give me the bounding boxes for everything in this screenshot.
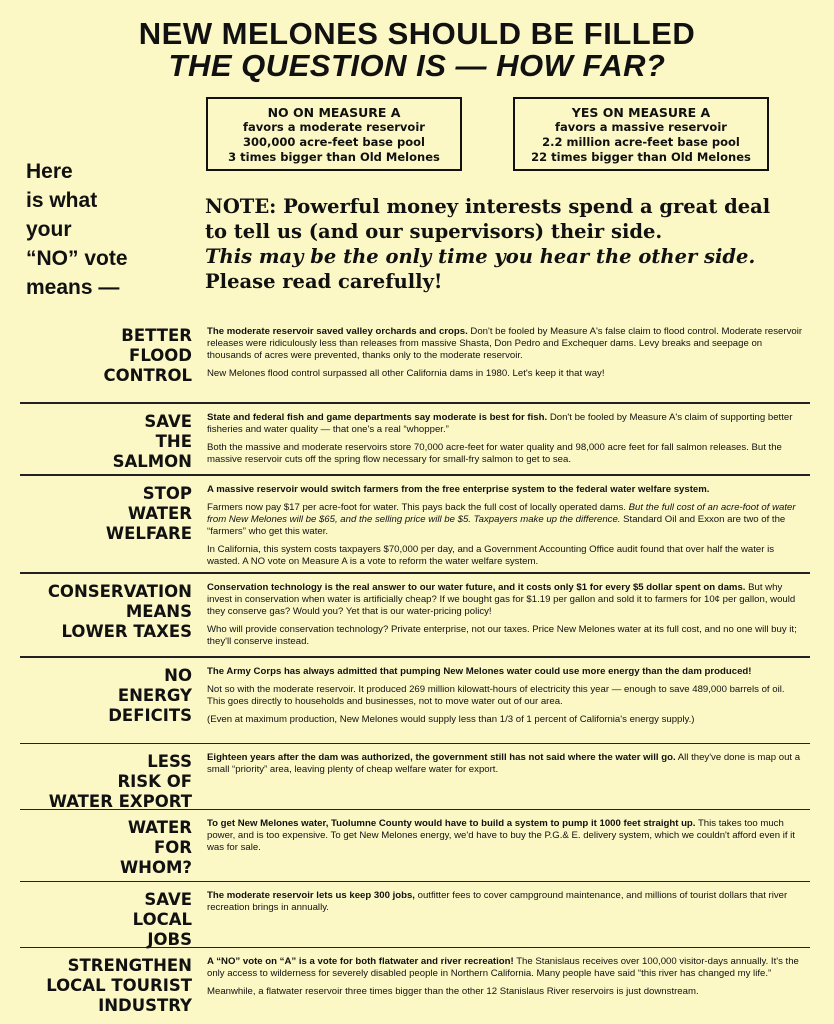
section-body (207, 326, 805, 386)
heading-line: MEANS (125, 602, 192, 621)
heading-line: FOR (153, 838, 192, 857)
section-body (207, 582, 805, 654)
heading-line: WELFARE (105, 524, 192, 543)
section-text: This takes too much power, and is too expensive. To get New Melones energy, we'd have to buy the P.G.& E. delivery system, which we couldn't afford even if it was for sale. (207, 818, 795, 853)
note-line: NOTE: Powerful money interests spend a great deal (205, 195, 771, 218)
section-text: New Melones flood control surpassed all other California dams in 1980. Let's keep it that way! (207, 368, 605, 379)
note-line-italic: This may be the only time you hear the other side. (205, 245, 756, 268)
section-heading (20, 752, 192, 812)
section-body (207, 818, 805, 860)
section-text: Who will provide conservation technology? Private enterprise, not our taxes. Price New Melones water at its full cost, and no one will buy it; they'll conserve instead. (207, 624, 797, 647)
intro-line: Here (26, 160, 73, 183)
section-heading (20, 956, 192, 1016)
heading-line: INDUSTRY (98, 996, 192, 1015)
headline-sub: THE QUESTION IS — HOW FAR? (168, 48, 666, 83)
note-line: Please read carefully! (205, 270, 443, 293)
heading-line: NO (164, 666, 192, 685)
section-lead: A “NO” vote on “A” is a vote for both flatwater and river recreation! (207, 956, 514, 967)
no-on-measure-a-box (206, 97, 462, 171)
intro-line: “NO” vote (26, 247, 128, 270)
box-line: 22 times bigger than Old Melones (531, 150, 751, 164)
section-water-export (20, 744, 810, 810)
heading-line: ENERGY (117, 686, 192, 705)
heading-line: FLOOD (129, 346, 192, 365)
intro-text (26, 157, 196, 302)
heading-line: WHOM? (119, 858, 192, 877)
heading-line: SALMON (112, 452, 192, 471)
section-body (207, 956, 805, 1004)
section-lead: Conservation technology is the real answer to our water future, and it costs only $1 for every $5 dollar spent on dams. (207, 582, 746, 593)
section-no-energy-deficits (20, 658, 810, 744)
section-conservation (20, 574, 810, 658)
box-line: favors a moderate reservoir (243, 120, 425, 134)
section-text: Don't be fooled by Measure A's claim of supporting better fisheries and water quality — that one's a real “whopper.” (207, 412, 793, 435)
heading-line: SAVE (144, 412, 192, 431)
box-title: NO ON MEASURE A (267, 105, 401, 120)
box-title: YES ON MEASURE A (571, 105, 711, 120)
section-heading (20, 890, 192, 950)
heading-line: WATER (127, 818, 192, 837)
heading-line: SAVE (144, 890, 192, 909)
section-text: Both the massive and moderate reservoirs store 70,000 acre-feet for water quality and 98,000 acre feet for fall salmon releases. But the massive reservoir cuts off the spring flow necessary for small-fry salmon to get to sea. (207, 442, 782, 465)
section-lead: Eighteen years after the dam was authorized, the government still has not said where the water will go. (207, 752, 676, 763)
section-heading (20, 818, 192, 878)
section-text-italic: But the full cost of an acre-foot of water from New Melones will be $65, and the selling price will be $5. Taxpayers make up the difference. (207, 502, 796, 525)
section-text: Farmers now pay $17 per acre-foot for water. This pays back the full cost of locally operated dams. (207, 502, 629, 513)
section-lead: To get New Melones water, Tuolumne County would have to build a system to pump it 1000 feet straight up. (207, 818, 696, 829)
section-lead: The Army Corps has always admitted that pumping New Melones water could use more energy than the dam produced! (207, 666, 752, 677)
heading-line: WATER EXPORT (48, 792, 192, 811)
headline-main: NEW MELONES SHOULD BE FILLED (138, 16, 696, 51)
section-body (207, 412, 805, 472)
section-body (207, 484, 805, 574)
heading-line: STRENGTHEN (67, 956, 192, 975)
heading-line: STOP (142, 484, 192, 503)
heading-line: CONSERVATION (47, 582, 192, 601)
heading-line: LESS (147, 752, 192, 771)
heading-line: THE (155, 432, 192, 451)
heading-line: WATER (127, 504, 192, 523)
box-line: favors a massive reservoir (555, 120, 727, 134)
section-water-for-whom (20, 810, 810, 882)
section-text: outfitter fees to cover campground maintenance, and millions of tourist dollars that river recreation brings in annually. (207, 890, 788, 913)
section-save-salmon (20, 404, 810, 476)
heading-line: LOCAL (132, 910, 192, 929)
section-text: Don't be fooled by Measure A's false claim to flood control. Moderate reservoir releases were ridiculously less than releases from massive Shasta, Don Pedro and Exchequer dams. Levy breaks and seepage on thousands of acres were prevented, thanks only to the moderate reservoir. (207, 326, 803, 361)
box-line: 300,000 acre-feet base pool (243, 135, 425, 149)
heading-line: DEFICITS (108, 706, 192, 725)
yes-on-measure-a-box (513, 97, 769, 171)
note-line: to tell us (and our supervisors) their side. (205, 220, 663, 243)
section-stop-water-welfare (20, 476, 810, 574)
section-text: In California, this system costs taxpayers $70,000 per day, and a Government Accounting Office audit found that over half the water is wasted. A NO vote on Measure A is a vote to reform the water welfare system. (207, 544, 775, 567)
heading-line: LOWER TAXES (61, 622, 192, 641)
section-save-local-jobs (20, 882, 810, 948)
section-text: (Even at maximum production, New Melones would supply less than 1/3 of 1 percent of California's energy supply.) (207, 714, 695, 725)
section-text: But why invest in conservation when water is artificially cheap? If we bought gas for $1.19 per gallon and sold it to farmers for 10¢ per gallon, would they conserve gas? Would you? Yet that is our water-pricing policy! (207, 582, 796, 617)
note-block (205, 194, 815, 294)
section-heading (20, 666, 192, 726)
section-lead: A massive reservoir would switch farmers from the free enterprise system to the federal water welfare system. (207, 484, 710, 495)
section-text: Standard Oil and Exxon are two of the “farmers” who get this water. (207, 514, 786, 537)
heading-line: JOBS (147, 930, 192, 949)
heading-line: CONTROL (103, 366, 192, 385)
heading-line: LOCAL TOURIST (46, 976, 192, 995)
heading-line: RISK OF (117, 772, 192, 791)
section-body (207, 890, 805, 920)
section-lead: The moderate reservoir saved valley orchards and crops. (207, 326, 468, 337)
intro-line: your (26, 218, 72, 241)
section-lead: The moderate reservoir lets us keep 300 jobs, (207, 890, 415, 901)
box-line: 2.2 million acre-feet base pool (542, 135, 740, 149)
section-text: All they've done is map out a small “priority” area, leaving plenty of cheap welfare water for export. (207, 752, 801, 775)
section-heading (20, 484, 192, 544)
heading-line: BETTER (121, 326, 192, 345)
section-body (207, 666, 805, 732)
box-line: 3 times bigger than Old Melones (228, 150, 440, 164)
section-body (207, 752, 805, 782)
section-heading (20, 326, 192, 386)
section-text: Not so with the moderate reservoir. It produced 269 million kilowatt-hours of electricity this year — enough to save 489,000 barrels of oil. This goes directly to households and businesses, not to move water out of our area. (207, 684, 785, 707)
section-tourist-industry (20, 948, 810, 1024)
section-text: Meanwhile, a flatwater reservoir three times bigger than the other 12 Stanislaus River reservoirs is just downstream. (207, 986, 699, 997)
section-heading (20, 412, 192, 472)
section-text: The Stanislaus receives over 100,000 visitor-days annually. It's the only access to wilderness for severely disabled people in Northern California. Many people have said “this river has changed my life.” (207, 956, 799, 979)
section-lead: State and federal fish and game departments say moderate is best for fish. (207, 412, 548, 423)
intro-line: is what (26, 189, 98, 212)
section-flood-control (20, 318, 810, 404)
intro-line: means — (26, 276, 120, 299)
section-heading (14, 582, 192, 642)
